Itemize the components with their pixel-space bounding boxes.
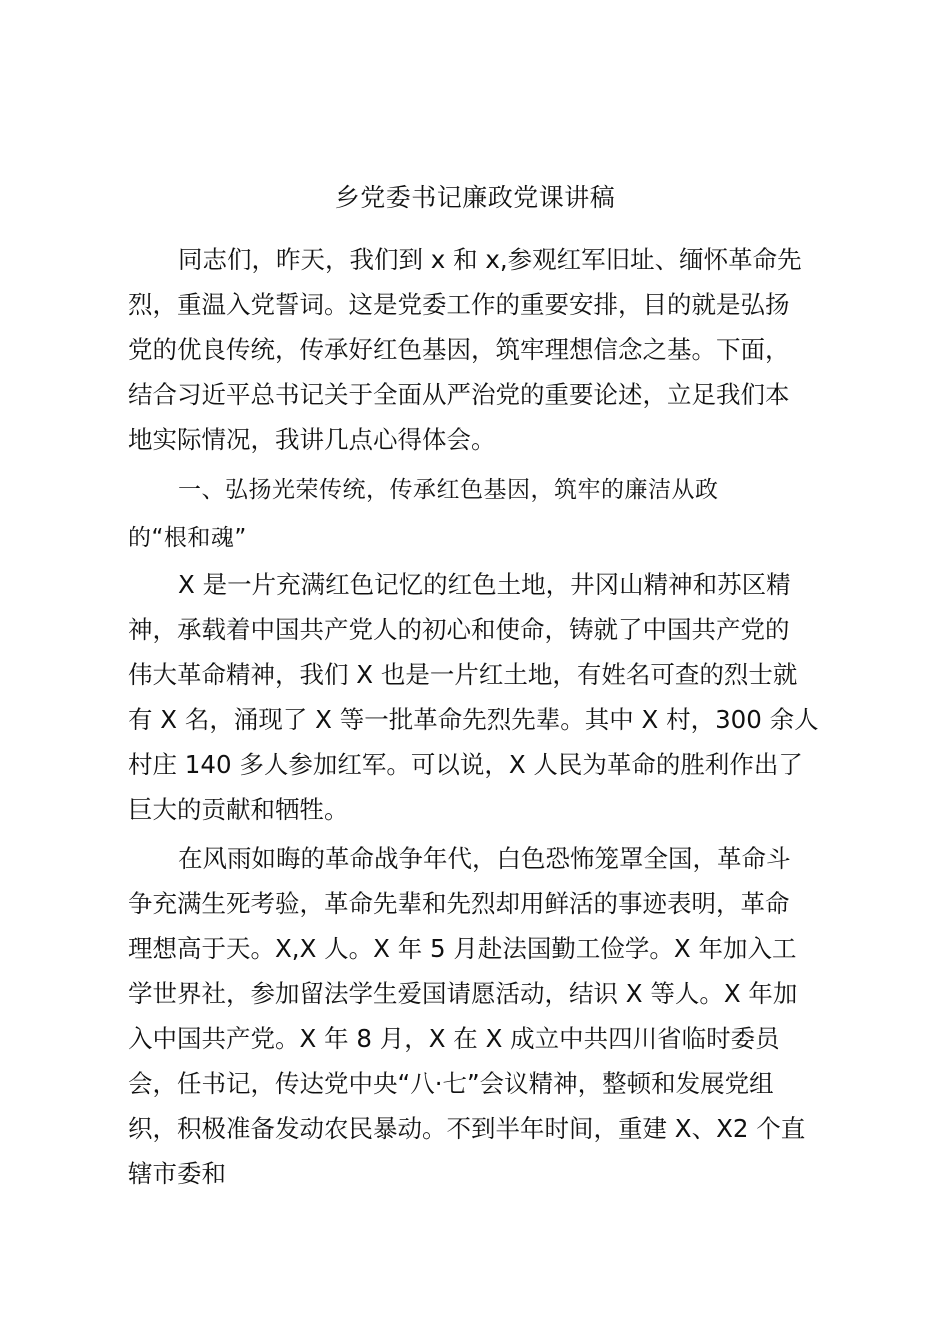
paragraph-line: 烈，重温入党誓词。这是党委工作的重要安排，目的就是弘扬 bbox=[128, 290, 790, 319]
paragraph-line: 结合习近平总书记关于全面从严治党的重要论述，立足我们本 bbox=[128, 380, 790, 409]
paragraph-line: 党的优良传统，传承好红色基因，筑牢理想信念之基。下面， bbox=[128, 335, 790, 364]
paragraph-line: 神，承载着中国共产党人的初心和使命，铸就了中国共产党的 bbox=[128, 615, 790, 644]
paragraph-line: 在风雨如晦的革命战争年代，白色恐怖笼罩全国，革命斗 bbox=[178, 844, 791, 873]
paragraph-line: 理想高于天。X,X 人。X 年 5 月赴法国勤工俭学。X 年加入工 bbox=[128, 934, 797, 963]
paragraph-line: 织，积极准备发动农民暴动。不到半年时间，重建 X、X2 个直 bbox=[128, 1114, 806, 1143]
paragraph-line: 争充满生死考验，革命先辈和先烈却用鲜活的事迹表明，革命 bbox=[128, 889, 790, 918]
document-title: 乡党委书记廉政党课讲稿 bbox=[334, 183, 616, 212]
paragraph-line: 伟大革命精神，我们 X 也是一片红土地，有姓名可查的烈士就 bbox=[128, 660, 798, 689]
paragraph-line: 会，任书记，传达党中央“八·七”会议精神，整顿和发展党组 bbox=[128, 1069, 774, 1098]
section-heading: 一、弘扬光荣传统，传承红色基因，筑牢的廉洁从政 bbox=[178, 477, 719, 503]
paragraph-line: X 是一片充满红色记忆的红色土地，井冈山精神和苏区精 bbox=[178, 570, 791, 599]
paragraph-line: 巨大的贡献和牺牲。 bbox=[128, 795, 349, 824]
paragraph-line: 地实际情况，我讲几点心得体会。 bbox=[128, 425, 496, 454]
section-heading: 的“根和魂” bbox=[128, 525, 247, 551]
paragraph-line: 辖市委和 bbox=[128, 1159, 226, 1188]
paragraph-line: 村庄 140 多人参加红军。可以说，X 人民为革命的胜利作出了 bbox=[128, 750, 803, 779]
document-body bbox=[128, 237, 828, 1196]
paragraph-line: 学世界社，参加留法学生爱国请愿活动，结识 X 等人。X 年加 bbox=[128, 979, 798, 1008]
paragraph-line: 同志们，昨天，我们到 x 和 x,参观红军旧址、缅怀革命先 bbox=[178, 245, 802, 274]
paragraph-line: 入中国共产党。X 年 8 月，X 在 X 成立中共四川省临时委员 bbox=[128, 1024, 780, 1053]
paragraph-line: 有 X 名，涌现了 X 等一批革命先烈先辈。其中 X 村，300 余人 bbox=[128, 705, 819, 734]
